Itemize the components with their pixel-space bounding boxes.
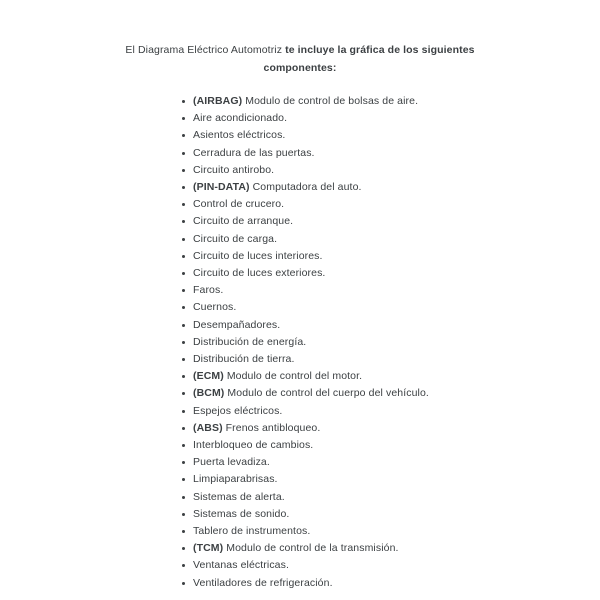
component-text: Faros. (193, 284, 224, 297)
component-text: Asientos eléctricos. (193, 129, 286, 142)
list-item (181, 248, 600, 265)
component-text: Interbloqueo de cambios. (193, 439, 314, 452)
component-text: Circuito de luces exteriores. (193, 267, 326, 280)
list-item (181, 196, 600, 213)
list-item (181, 506, 600, 523)
component-text: Puerta levadiza. (193, 456, 270, 469)
list-item (181, 299, 600, 316)
component-text: Sistemas de alerta. (193, 490, 285, 503)
component-text: Ventiladores de refrigeración. (193, 576, 333, 589)
component-text: Modulo de control del motor. (226, 370, 363, 383)
list-item (181, 162, 600, 179)
component-text: Modulo de control de bolsas de aire. (245, 95, 419, 107)
list-item (181, 334, 600, 351)
component-text: Circuito antirobo. (193, 163, 275, 176)
list-item (181, 110, 600, 127)
component-text: Desempañadores. (193, 318, 281, 331)
component-text: Sistemas de sonido. (193, 507, 290, 520)
list-item (181, 385, 600, 402)
component-text: Cerradura de las puertas. (193, 146, 315, 159)
component-text: Computadora del auto. (252, 181, 362, 194)
list-item (181, 403, 600, 420)
components-list (181, 93, 600, 592)
list-item (181, 471, 600, 488)
list-item (181, 179, 600, 196)
list-item (181, 489, 600, 506)
component-code: (TCM) (193, 542, 224, 555)
list-item (181, 523, 600, 540)
component-text: Tablero de instrumentos. (193, 525, 311, 538)
component-text: Distribución de energía. (193, 335, 307, 348)
component-text: Circuito de arranque. (193, 215, 294, 228)
component-code: (AIRBAG) (193, 95, 243, 107)
list-item (181, 368, 600, 385)
component-code: (ABS) (193, 421, 223, 434)
component-text: Circuito de luces interiores. (193, 249, 323, 262)
list-item (181, 317, 600, 334)
list-item (181, 231, 600, 248)
component-text: Control de crucero. (193, 198, 285, 211)
list-item (181, 420, 600, 437)
title-bold-text: te incluye la gráfica de los siguientes componentes: (263, 44, 475, 74)
page-title (114, 0, 486, 77)
list-item (181, 282, 600, 299)
component-text: Cuernos. (193, 301, 237, 314)
component-text: Modulo de control del cuerpo del vehículo. (227, 387, 429, 400)
list-item (181, 265, 600, 282)
component-text: Modulo de control de la transmisión. (226, 542, 399, 555)
component-text: Frenos antibloqueo. (225, 421, 321, 434)
title-regular-text: El Diagrama Eléctrico Automotriz (125, 44, 283, 56)
list-item (181, 213, 600, 230)
component-code: (PIN-DATA) (193, 181, 250, 194)
list-item (181, 145, 600, 162)
list-item (181, 351, 600, 368)
list-item (181, 557, 600, 574)
list-item (181, 437, 600, 454)
list-item (181, 454, 600, 471)
list-item (181, 540, 600, 557)
component-text: Distribución de tierra. (193, 353, 295, 366)
component-text: Aire acondicionado. (193, 112, 288, 125)
component-text: Ventanas eléctricas. (193, 559, 289, 572)
component-code: (BCM) (193, 387, 225, 400)
list-item (181, 93, 600, 110)
component-text: Limpiaparabrisas. (193, 473, 278, 486)
component-text: Espejos eléctricos. (193, 404, 283, 417)
component-code: (ECM) (193, 370, 224, 383)
list-item (181, 127, 600, 144)
list-item (181, 575, 600, 592)
component-text: Circuito de carga. (193, 232, 278, 245)
